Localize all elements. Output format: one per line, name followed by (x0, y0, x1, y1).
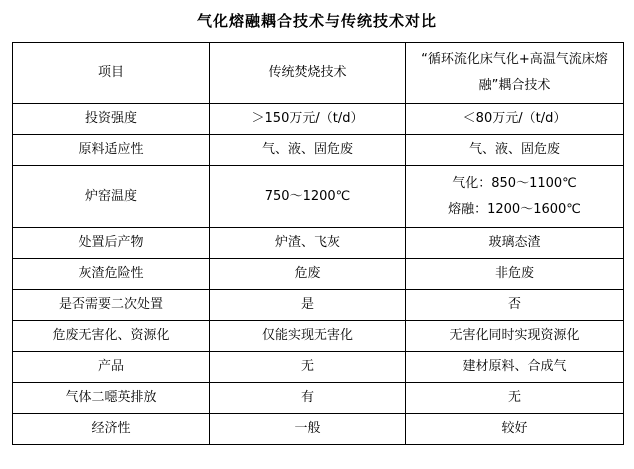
row-coupled: 否 (406, 290, 624, 321)
header-traditional: 传统焚烧技术 (210, 43, 406, 104)
row-traditional: 危废 (210, 259, 406, 290)
row-item: 经济性 (13, 414, 210, 445)
table-title: 气化熔融耦合技术与传统技术对比 (196, 12, 437, 30)
row-item: 投资强度 (13, 104, 210, 135)
row-traditional: 750～1200℃ (210, 166, 406, 228)
row-coupled: 非危废 (406, 259, 624, 290)
row-coupled-line1: 气化：850～1100℃ (452, 175, 577, 191)
table-row (13, 228, 624, 259)
row-item: 气体二噁英排放 (13, 383, 210, 414)
row-traditional: 炉渣、飞灰 (210, 228, 406, 259)
row-coupled-line2: 熔融：1200～1600℃ (448, 201, 581, 217)
row-item: 处置后产物 (13, 228, 210, 259)
row-item: 是否需要二次处置 (13, 290, 210, 321)
table-row (13, 166, 624, 228)
table-header-row (13, 43, 624, 104)
table-row (13, 135, 624, 166)
row-coupled: 玻璃态渣 (406, 228, 624, 259)
table-row (13, 290, 624, 321)
table-row (13, 259, 624, 290)
row-item: 产品 (13, 352, 210, 383)
row-traditional: 是 (210, 290, 406, 321)
row-coupled: ＜80万元/（t/d） (406, 104, 624, 135)
row-coupled: 气、液、固危废 (406, 135, 624, 166)
row-traditional: 一般 (210, 414, 406, 445)
table-row (13, 321, 624, 352)
table-row (13, 414, 624, 445)
row-item: 灰渣危险性 (13, 259, 210, 290)
row-item: 炉窑温度 (13, 166, 210, 228)
row-coupled (406, 166, 624, 228)
row-traditional: 无 (210, 352, 406, 383)
row-item: 原料适应性 (13, 135, 210, 166)
row-item: 危废无害化、资源化 (13, 321, 210, 352)
header-coupled (406, 43, 624, 104)
table-row (13, 352, 624, 383)
header-item: 项目 (13, 43, 210, 104)
comparison-table (12, 42, 624, 445)
row-coupled: 无 (406, 383, 624, 414)
header-coupled-line1: “循环流化床气化+高温气流床熔 (421, 52, 608, 67)
row-coupled: 较好 (406, 414, 624, 445)
row-traditional: 仅能实现无害化 (210, 321, 406, 352)
row-coupled: 建材原料、合成气 (406, 352, 624, 383)
table-row (13, 104, 624, 135)
row-traditional: 气、液、固危废 (210, 135, 406, 166)
row-coupled: 无害化同时实现资源化 (406, 321, 624, 352)
row-traditional: ＞150万元/（t/d） (210, 104, 406, 135)
table-row (13, 383, 624, 414)
header-coupled-line2: 融”耦合技术 (478, 78, 551, 93)
row-traditional: 有 (210, 383, 406, 414)
